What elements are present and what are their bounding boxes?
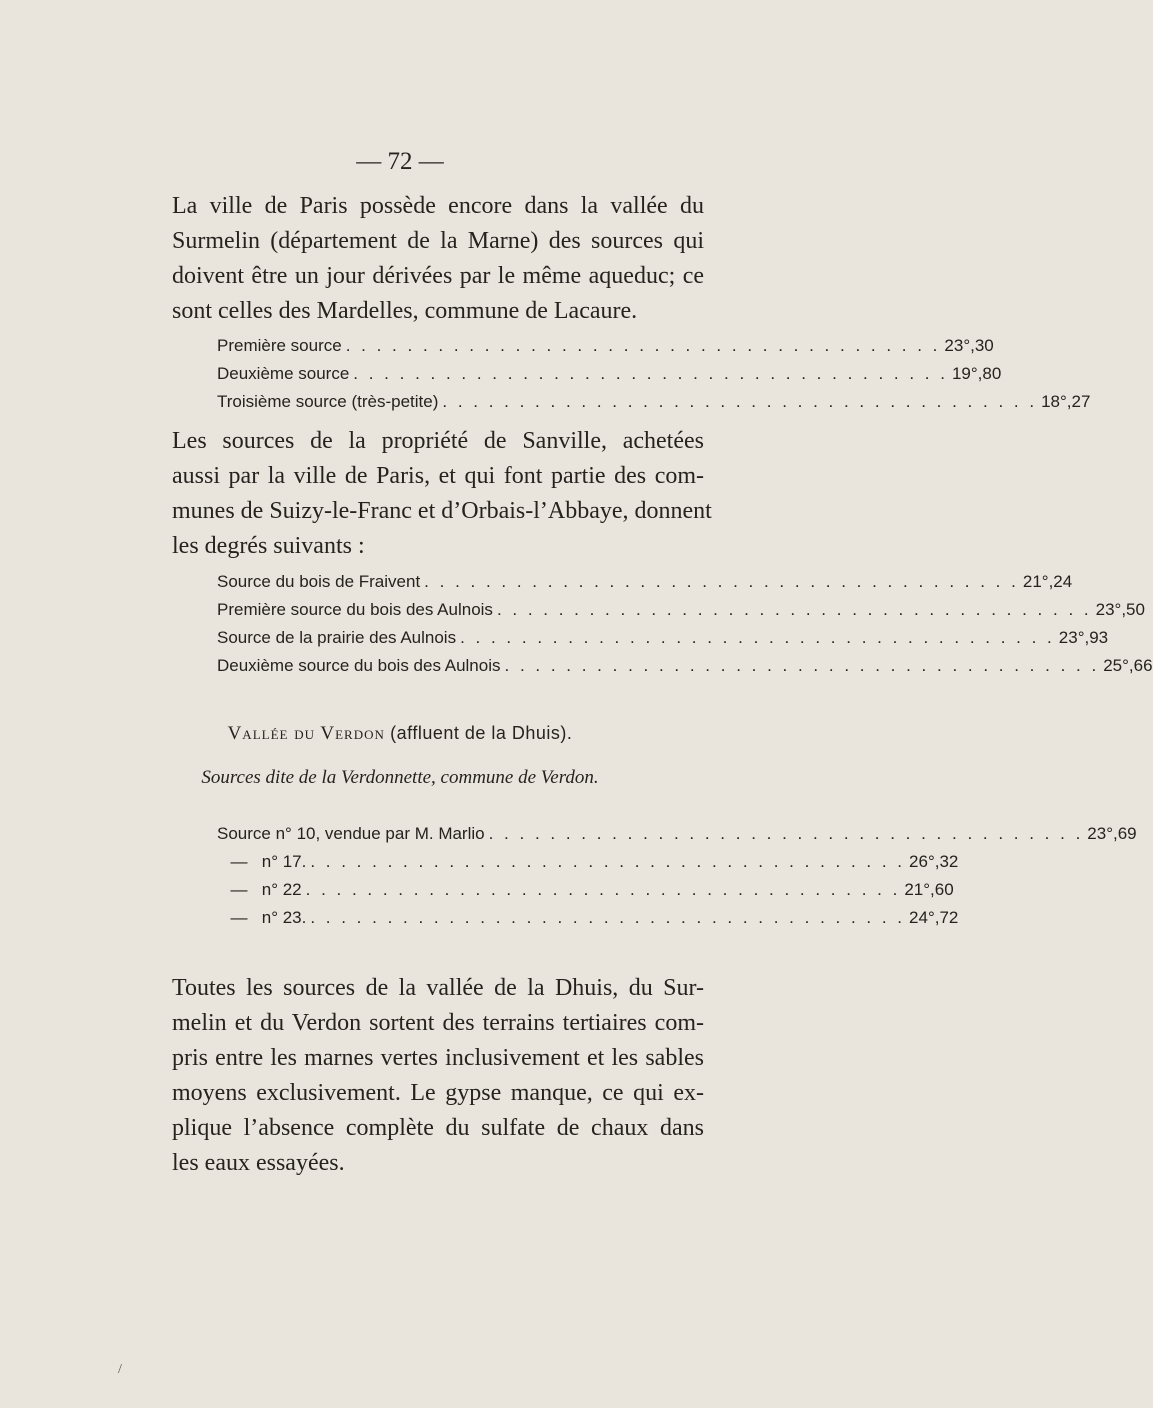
row-label: Première source du bois des Aulnois <box>217 600 493 619</box>
row-value: 23°,50 <box>1095 600 1145 619</box>
row-label <box>217 880 302 900</box>
source-number: n° 17. <box>261 852 307 871</box>
ditto-dash: — <box>230 852 248 871</box>
table-row <box>217 392 1091 420</box>
ditto-dash: — <box>230 880 248 899</box>
row-value: 24°,72 <box>909 908 959 927</box>
text-line: plique l’absence complète du sulfate de chaux dans <box>172 1115 704 1141</box>
text-line: melin et du Verdon sortent des terrains tertiaires com- <box>172 1010 704 1036</box>
section-subheading: Sources dite de la Verdonnette, commune de Verdon. <box>201 767 599 788</box>
text-line: Les sources de la propriété de Sanville, achetées <box>172 428 704 454</box>
leader-dots: . . . . . . . . . . . . . . . . . . . . . . . . . . . . . . . . . . . . . . . <box>424 572 1019 591</box>
section-heading <box>0 723 800 745</box>
leader-dots: . . . . . . . . . . . . . . . . . . . . . . . . . . . . . . . . . . . . . . . <box>310 852 906 871</box>
source-number: n° 23. <box>261 908 307 927</box>
text-line: La ville de Paris possède encore dans la vallée du <box>172 193 704 219</box>
text-line: Surmelin (département de la Marne) des sources qui <box>172 228 704 254</box>
row-value: 23°,69 <box>1087 824 1137 843</box>
row-label: Première source <box>217 336 342 355</box>
ditto-dash: — <box>230 908 248 927</box>
leader-dots: . . . . . . . . . . . . . . . . . . . . . . . . . . . . . . . . . . . . . . . <box>345 336 941 355</box>
leader-dots: . . . . . . . . . . . . . . . . . . . . . . . . . . . . . . . . . . . . . . . <box>310 908 906 927</box>
page-number: — 72 — <box>356 148 444 175</box>
leader-dots: . . . . . . . . . . . . . . . . . . . . . . . . . . . . . . . . . . . . . . . <box>305 880 901 899</box>
row-label: Source n° 10, vendue par M. Marlio <box>217 824 485 843</box>
row-label: Troisième source (très-petite) <box>217 392 439 411</box>
mardelles-temperature-table <box>217 336 1091 420</box>
leader-dots: . . . . . . . . . . . . . . . . . . . . . . . . . . . . . . . . . . . . . . . <box>442 392 1038 411</box>
leader-dots: . . . . . . . . . . . . . . . . . . . . . . . . . . . . . . . . . . . . . . . <box>504 656 1100 675</box>
text-line: moyens exclusivement. Le gypse manque, ce qui ex- <box>172 1080 704 1106</box>
table-row <box>217 628 1109 656</box>
text-line: sont celles des Mardelles, commune de Lacaure. <box>172 298 638 324</box>
table-row <box>217 572 1073 600</box>
leader-dots: . . . . . . . . . . . . . . . . . . . . . . . . . . . . . . . . . . . . . . . <box>496 600 1092 619</box>
sanville-temperature-table <box>217 572 1153 684</box>
row-label: Source de la prairie des Aulnois <box>217 628 457 647</box>
text-line: Toutes les sources de la vallée de la Dhuis, du Sur- <box>172 975 704 1001</box>
table-row <box>217 364 1002 392</box>
heading-smallcaps: Vallée du Verdon <box>227 723 385 744</box>
verdon-temperature-table <box>217 824 1137 936</box>
stray-mark: / <box>118 1362 122 1377</box>
leader-dots: . . . . . . . . . . . . . . . . . . . . . . . . . . . . . . . . . . . . . . . <box>353 364 948 383</box>
text-line: doivent être un jour dérivées par le même aqueduc; ce <box>172 263 704 289</box>
row-label: Deuxième source du bois des Aulnois <box>217 656 501 675</box>
row-value: 26°,32 <box>909 852 959 871</box>
table-row <box>217 880 954 908</box>
leader-dots: . . . . . . . . . . . . . . . . . . . . . . . . . . . . . . . . . . . . . . . <box>460 628 1055 647</box>
row-label <box>217 852 306 872</box>
text-line: aussi par la ville de Paris, et qui font partie des com- <box>172 463 704 489</box>
table-row <box>217 908 959 936</box>
table-row <box>217 824 1137 852</box>
source-number: n° 22 <box>261 880 302 899</box>
row-value: 25°,66 <box>1103 656 1153 675</box>
table-row <box>217 852 959 880</box>
table-row <box>217 336 994 364</box>
table-row <box>217 656 1153 684</box>
text-line: pris entre les marnes vertes inclusivement et les sables <box>172 1045 704 1071</box>
table-row <box>217 600 1145 628</box>
row-label <box>217 908 306 928</box>
text-line: les degrés suivants : <box>172 533 365 559</box>
intro-paragraph <box>172 189 704 329</box>
row-value: 23°,93 <box>1058 628 1109 647</box>
heading-affluent: (affluent de la Dhuis). <box>390 723 573 743</box>
row-value: 21°,60 <box>904 880 954 899</box>
row-value: 18°,27 <box>1041 392 1091 411</box>
sanville-paragraph <box>172 424 712 564</box>
leader-dots: . . . . . . . . . . . . . . . . . . . . . . . . . . . . . . . . . . . . . . . <box>488 824 1084 843</box>
text-line: les eaux essayées. <box>172 1150 345 1176</box>
row-value: 19°,80 <box>951 364 1002 383</box>
row-label: Source du bois de Fraivent <box>217 572 421 591</box>
row-label: Deuxième source <box>217 364 350 383</box>
row-value: 23°,30 <box>944 336 994 355</box>
row-value: 21°,24 <box>1022 572 1073 591</box>
text-line: munes de Suizy-le-Franc et d’Orbais-l’Abbaye, donnent <box>172 498 712 524</box>
conclusion-paragraph <box>172 971 704 1181</box>
